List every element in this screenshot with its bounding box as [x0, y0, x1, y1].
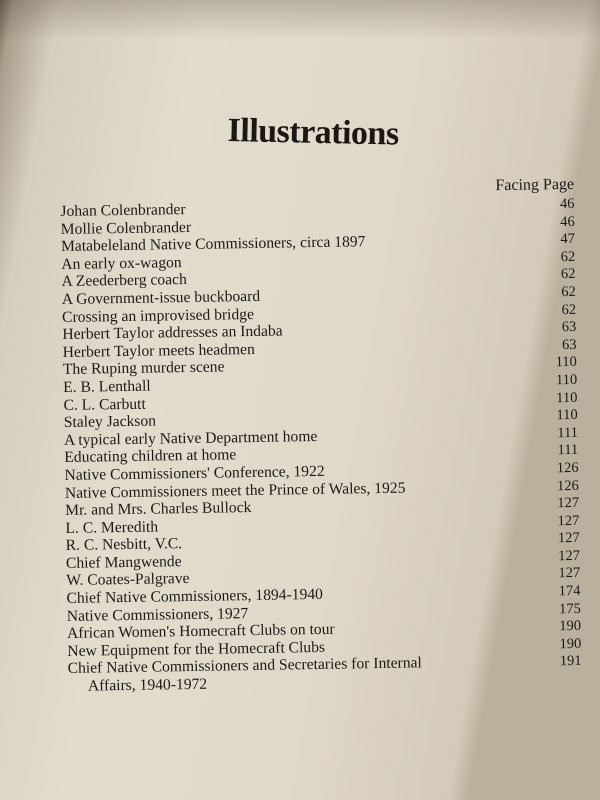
entry-title: Affairs, 1940-1972	[87, 675, 208, 695]
entry-page: 110	[556, 407, 578, 424]
entry-page: 127	[558, 565, 581, 582]
entry-title: Native Commissioners meet the Prince of Wales, 1925	[64, 479, 406, 502]
entry-title: Matabeleland Native Commissioners, circa 1897	[60, 233, 366, 256]
entry-title: E. B. Lenthall	[63, 377, 151, 396]
entry-title: The Ruping murder scene	[62, 358, 225, 379]
entry-title: Chief Native Commissioners, 1894-1940	[66, 585, 324, 608]
entry-title: A Government-issue buckboard	[61, 287, 261, 308]
entry-page: 126	[556, 459, 579, 477]
entry-page: 62	[560, 248, 576, 265]
entry-title: Herbert Taylor addresses an Indaba	[62, 322, 283, 344]
entry-title: A typical early Native Department home	[63, 427, 318, 449]
page-shadow	[0, 0, 600, 40]
entry-title: Chief Native Commissioners and Secretaries for Internal	[67, 654, 422, 678]
entry-page: 127	[557, 512, 580, 529]
entry-title: Native Commissioners' Conference, 1922	[64, 462, 325, 484]
page-title: Illustrations	[227, 112, 400, 153]
entry-title: An early ox-wagon	[61, 253, 182, 273]
entry-page: 46	[559, 195, 575, 213]
entry-page: 111	[557, 442, 579, 459]
entry-title: Johan Colenbrander	[60, 201, 186, 220]
illustrations-list	[60, 175, 584, 696]
entry-title: New Equipment for the Homecraft Clubs	[67, 638, 326, 660]
entry-title: Mr. and Mrs. Charles Bullock	[65, 499, 252, 520]
entry-page: 63	[561, 336, 577, 353]
entry-title: C. L. Carbutt	[63, 395, 146, 414]
entry-page: 190	[559, 635, 582, 653]
entry-page: 47	[560, 231, 576, 248]
entry-title: W. Coates-Palgrave	[66, 570, 190, 590]
entry-page: 190	[559, 618, 582, 635]
entry-title: Educating children at home	[64, 446, 237, 467]
entry-page: 63	[561, 319, 577, 336]
entry-title: Herbert Taylor meets headmen	[62, 340, 255, 361]
entry-page: 110	[556, 389, 578, 406]
entry-title: L. C. Meredith	[65, 518, 159, 537]
entry-title: R. C. Nesbitt, V.C.	[65, 535, 183, 555]
entry-title: Staley Jackson	[63, 412, 157, 432]
entry-page: 111	[557, 424, 579, 441]
entry-title: Chief Mangwende	[65, 553, 182, 572]
entry-page: 175	[558, 600, 581, 617]
entry-page: 110	[555, 354, 578, 371]
entry-title: Crossing an improvised bridge	[61, 305, 255, 326]
entry-page: 62	[561, 301, 577, 318]
entry-page: 62	[560, 266, 576, 283]
entry-page: 46	[560, 213, 575, 230]
facing-page-header: Facing Page	[495, 175, 575, 195]
entry-page: 110	[555, 371, 578, 389]
entry-page: 126	[556, 477, 579, 494]
entry-title: A Zeederberg coach	[61, 271, 187, 291]
entry-page: 62	[561, 283, 576, 301]
entry-page: 127	[557, 530, 580, 547]
entry-title: Mollie Colenbrander	[60, 218, 192, 238]
entry-page: 127	[557, 494, 580, 512]
entry-page: 127	[558, 547, 581, 565]
entry-page: 174	[558, 582, 581, 600]
entry-title: Native Commissioners, 1927	[66, 604, 249, 625]
entry-title: African Women's Homecraft Clubs on tour	[66, 620, 335, 643]
entry-page: 191	[559, 653, 582, 670]
